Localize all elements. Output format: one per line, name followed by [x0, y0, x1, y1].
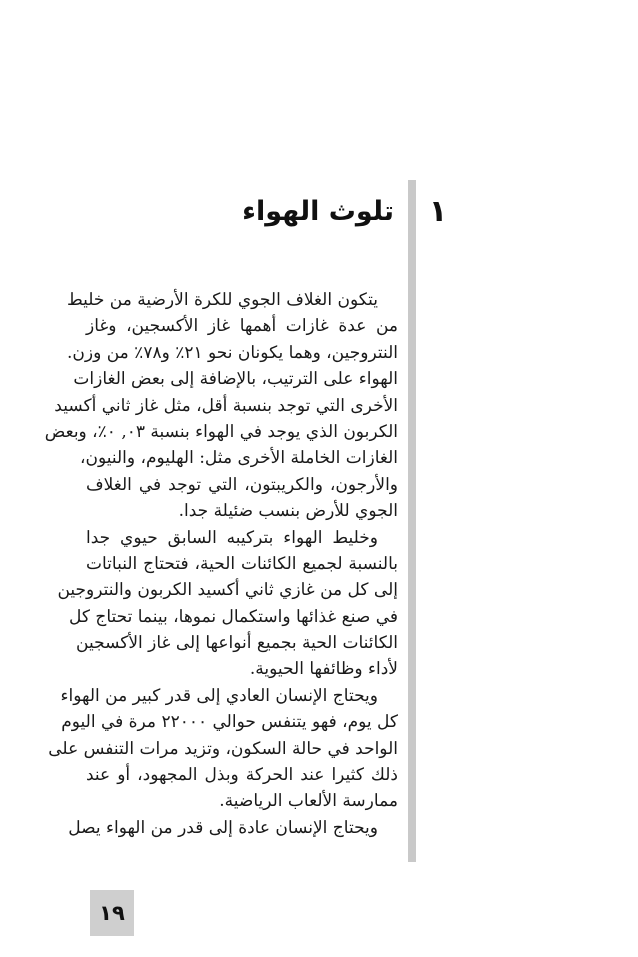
text-line: الكائنات الحية بجميع أنواعها إلى غاز الأكسجين [76, 633, 398, 654]
chapter-title: تلوث الهواء [242, 196, 394, 227]
text-line: في صنع غذائها واستكمال نموها، بينما تحتاج كل [68, 606, 398, 627]
text-line: بالنسبة لجميع الكائنات الحية، فتحتاج النباتات [86, 553, 398, 574]
body-text [44, 287, 398, 841]
text-line: الهواء على الترتيب، بالإضافة إلى بعض الغازات [73, 369, 398, 390]
text-line: إلى كل من غازي ثاني أكسيد الكربون والنتروجين [57, 580, 398, 601]
text-line: الغازات الخاملة الأخرى مثل: الهليوم، والنيون، [79, 448, 398, 469]
text-line: ذلك كثيرا عند الحركة وبذل المجهود، أو عند [86, 765, 398, 786]
text-line: وخليط الهواء بتركيبه السابق حيوي جدا [86, 527, 378, 548]
text-line: النتروجين، وهما يكونان نحو ٢١٪ و٧٨٪ من وزن. [67, 342, 398, 363]
text-line: ويحتاج الإنسان عادة إلى قدر من الهواء يصل [68, 817, 378, 838]
text-line: من عدة غازات أهمها غاز الأكسجين، وغاز [86, 316, 398, 337]
chapter-number: ١ [428, 194, 448, 229]
text-line: الأخرى التي توجد بنسبة أقل، مثل غاز ثاني أكسيد [54, 395, 398, 416]
text-line: الجوي للأرض بنسب ضئيلة جدا. [178, 501, 398, 522]
text-line: ويحتاج الإنسان العادي إلى قدر كبير من الهواء [60, 685, 378, 706]
text-line: الكربون الذي يوجد في الهواء بنسبة ٠٣, ٠٪، وبعض [44, 421, 398, 442]
text-line: لأداء وظائفها الحيوية. [249, 659, 398, 680]
text-line: الواحد في حالة السكون، وتزيد مرات التنفس على [48, 738, 398, 759]
paragraph [68, 815, 398, 841]
text-line: ممارسة الألعاب الرياضية. [219, 791, 398, 812]
text-line: والأرجون، والكريبتون، التي توجد في الغلاف [86, 474, 398, 495]
chapter-side-bar [408, 180, 416, 862]
paragraph [44, 287, 398, 525]
paragraph [57, 525, 398, 683]
paragraph [48, 683, 398, 815]
page-number: ١٩ [90, 890, 134, 936]
text-line: يتكون الغلاف الجوي للكرة الأرضية من خليط [66, 290, 378, 310]
text-line: كل يوم، فهو يتنفس حوالي ٢٢٠٠٠ مرة في اليوم [61, 712, 398, 733]
